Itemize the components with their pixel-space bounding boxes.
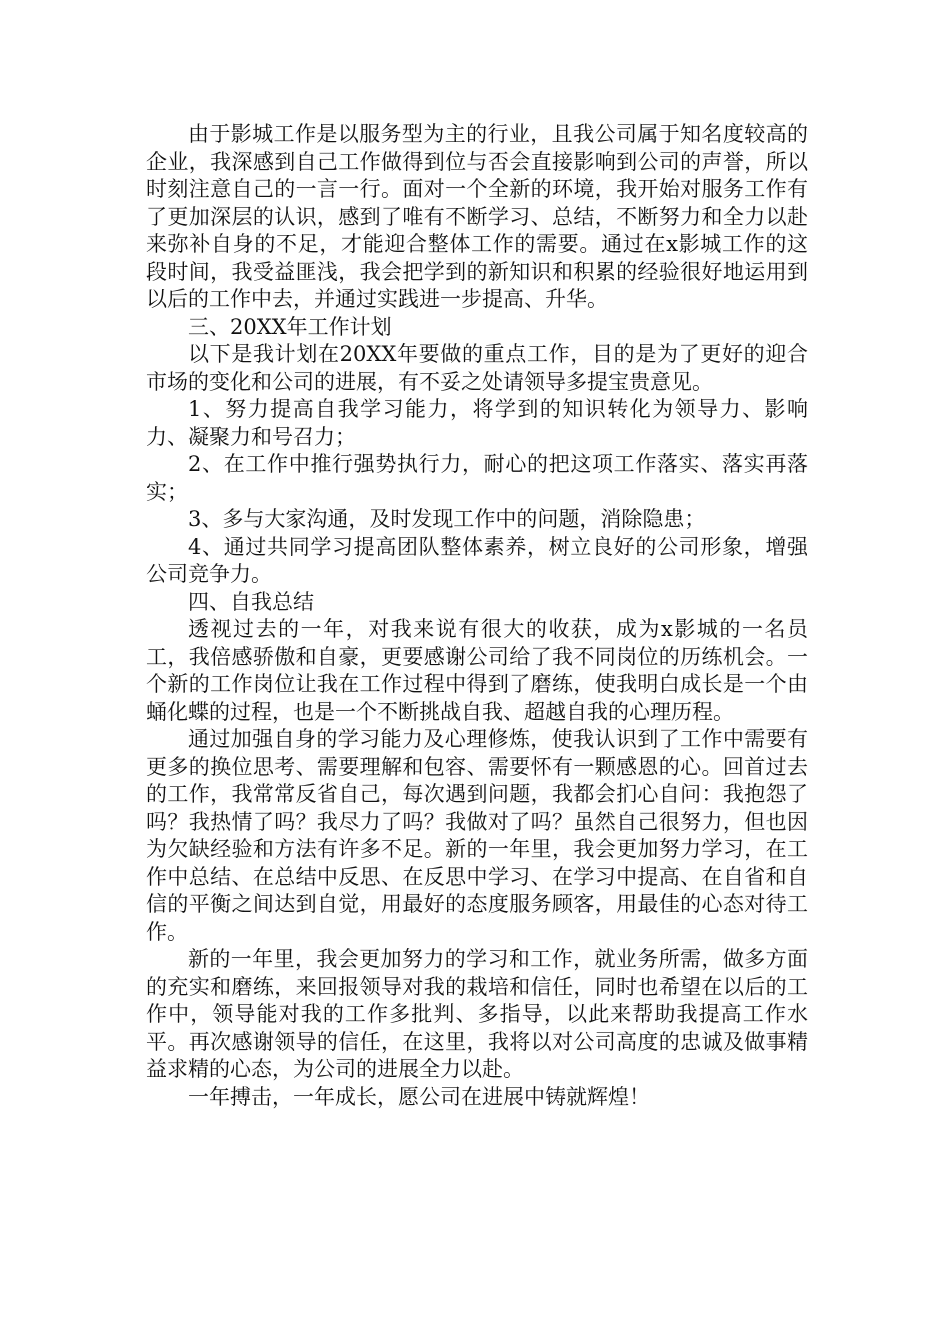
paragraph-new-year-commitment: 新的一年里，我会更加努力的学习和工作，就业务所需，做多方面的充实和磨练，来回报领导对我的栽培和信任，同时也希望在以后的工作中，领导能对我的工作多批判、多指导，以此来帮助我提高工作水平。再次感谢领导的信任，在这里，我将以对公司高度的忠诚及做事精益求精的心态，为公司的进展全力以赴。 [146, 947, 808, 1081]
paragraph-closing: 一年搏击，一年成长，愿公司在进展中铸就辉煌！ [188, 1084, 650, 1109]
paragraph-self-improvement: 通过加强自身的学习能力及心理修炼，使我认识到了工作中需要有更多的换位思考、需要理解和包容、需要怀有一颗感恩的心。回首过去的工作，我常常反省自己，每次遇到问题，我都会扪心自问：我抱怨了吗？我热情了吗？我尽力了吗？我做对了吗？虽然自己很努力，但也因为欠缺经验和方法有许多不足。新的一年里，我会更加努力学习，在工作中总结、在总结中反思、在反思中学习、在学习中提高、在自省和自信的平衡之间达到自觉，用最好的态度服务顾客，用最佳的心态对待工作。 [146, 727, 808, 944]
section-heading-self-summary: 四、自我总结 [188, 589, 314, 614]
paragraph-service-reflection: 由于影城工作是以服务型为主的行业，且我公司属于知名度较高的企业，我深感到自己工作做得到位与否会直接影响到公司的声誉，所以时刻注意自己的一言一行。面对一个全新的环境，我开始对服务工作有了更加深层的认识，感到了唯有不断学习、总结，不断努力和全力以赴来弥补自身的不足，才能迎合整体工作的需要。通过在x影城工作的这段时间，我受益匪浅，我会把学到的新知识和积累的经验很好地运用到以后的工作中去，并通过实践进一步提高、升华。 [146, 122, 808, 311]
paragraph-plan-intro: 以下是我计划在20XX年要做的重点工作，目的是为了更好的迎合市场的变化和公司的进展，有不妥之处请领导多提宝贵意见。 [146, 342, 808, 394]
plan-item-4: 4、通过共同学习提高团队整体素养，树立良好的公司形象，增强公司竞争力。 [146, 534, 808, 586]
plan-item-3: 3、多与大家沟通，及时发现工作中的问题，消除隐患； [188, 507, 706, 531]
document-page [146, 121, 808, 1111]
plan-item-2: 2、在工作中推行强势执行力，耐心的把这项工作落实、落实再落实； [146, 452, 808, 504]
paragraph-year-review: 透视过去的一年，对我来说有很大的收获，成为x影城的一名员工，我倍感骄傲和自豪，更要感谢公司给了我不同岗位的历练机会。一个新的工作岗位让我在工作过程中得到了磨练，使我明白成长是一个由蛹化蝶的过程，也是一个不断挑战自我、超越自我的心理历程。 [146, 617, 808, 724]
section-heading-work-plan: 三、20XX年工作计划 [188, 314, 392, 339]
plan-item-1: 1、努力提高自我学习能力，将学到的知识转化为领导力、影响力、凝聚力和号召力； [146, 397, 808, 449]
